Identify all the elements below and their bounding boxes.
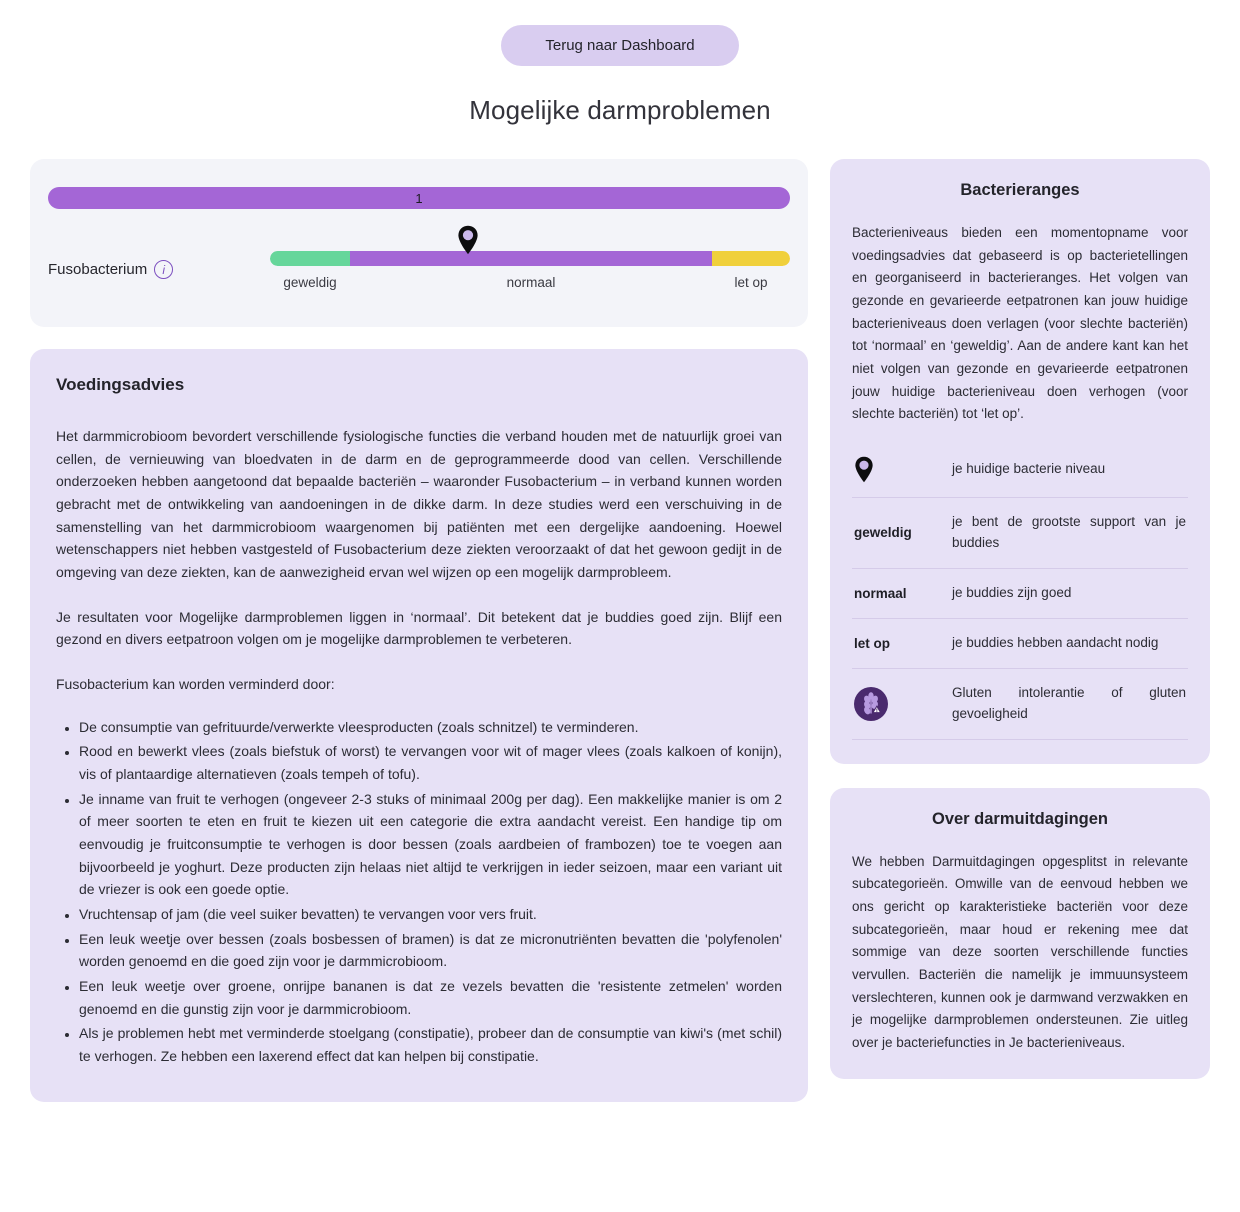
- gauge-tick-geweldig: geweldig: [283, 275, 337, 290]
- total-count-bar: [48, 187, 790, 209]
- legend-row: [852, 452, 1188, 498]
- advice-paragraph: Je resultaten voor Mogelijke darmproblemen liggen in ‘normaal’. Dit betekent dat je buddies goed zijn. Blijf een gezond en divers eetpatroon volgen om je mogelijke darmproblemen te verbeteren.: [56, 608, 782, 648]
- legend-description: Gluten intolerantie of gluten gevoeligheid: [952, 684, 1186, 721]
- gauge-segment-geweldig: [270, 251, 350, 266]
- about-challenges-title: Over darmuitdagingen: [931, 809, 1109, 828]
- total-count-value: 1: [415, 190, 423, 206]
- bacteria-ranges-body: Bacterieniveaus bieden een momentopname voor voedingsadvies dat gebaseerd is op bacterietellingen en georganiseerd in bacterieranges. Het volgen van gezonde en gevarieerde eetpatronen kan jouw huidige bacterieniveaus doen verlagen (voor slechte bacteriën) tot ‘normaal’ en ‘geweldig’. Aan de andere kant kan het niet volgen van gezonde en gevarieerde eetpatronen jouw huidige bacterieniveau doen verhogen (voor slechte bacteriën) tot ‘let op’.: [852, 225, 1188, 422]
- advice-list-item: • Een leuk weetje over bessen (zoals bosbessen of bramen) is dat ze micronutriënten bevatten die 'polyfenolen' worden genoemd en die goed zijn voor je darmmicrobioom.: [79, 928, 782, 973]
- gauge-segment-normaal: [350, 251, 712, 266]
- info-icon[interactable]: i: [154, 260, 173, 279]
- advice-list-item: • Rood en bewerkt vlees (zoals biefstuk of worst) te vervangen voor wit of mager vlees (zoals kalkoen of konijn), vis of plantaardige alternatieven (zoals tempeh of tofu).: [79, 740, 782, 785]
- map-pin-icon: [854, 456, 938, 483]
- right-column: [830, 159, 1210, 1079]
- bacteria-gauge-card: [30, 159, 808, 327]
- advice-list-item: • Vruchtensap of jam (die veel suiker bevatten) te vervangen voor vers fruit.: [79, 903, 782, 926]
- advice-list-item: • Je inname van fruit te verhogen (ongeveer 2-3 stuks of minimaal 200g per dag). Een makkelijke manier is om 2 of meer soorten te eten en fruit te kiezen uit een categorie die extra aandacht vereist. Een handige tip om eenvoudig je fruitconsumptie te verhogen is door bessen (zoals aardbeien of frambozen) toe te voegen aan bijvoorbeeld je yoghurt. Deze producten zijn helaas niet altijd te verkrijgen in ieder seizoen, maar een variant uit de vriezer is ook een goede optie.: [79, 788, 782, 901]
- legend-description: je bent de grootste support van je buddies: [952, 514, 1186, 550]
- legend-row: [852, 498, 1188, 569]
- about-challenges-body: We hebben Darmuitdagingen opgesplitst in relevante subcategorieën. Omwille van de eenvoud hebben we ons gericht op karakteristieke bacteriën voor deze subcategorieën, maar houd er rekening mee dat sommige van deze soorten verschillende functies vervullen. Bacteriën die namelijk je immuunsysteem verslechteren, kunnen ook je darmwand verzwakken en je mogelijke darmproblemen ondersteunen. Zie uitleg over je bacteriefuncties in Je bacterieniveaus.: [852, 853, 1188, 1050]
- main-content: [0, 126, 1240, 1102]
- advice-list-item: • Een leuk weetje over groene, onrijpe bananen is dat ze vezels bevatten die 'resistente zetmelen' worden genoemd en die gunstig zijn voor je darmmicrobioom.: [79, 975, 782, 1020]
- legend-key-normaal: normaal: [854, 585, 907, 601]
- page-title: Mogelijke darmproblemen: [469, 95, 771, 125]
- legend-key-let-op: let op: [854, 635, 890, 651]
- back-to-dashboard-button[interactable]: Terug naar Dashboard: [501, 25, 738, 66]
- gauge-track-wrap: [270, 251, 790, 297]
- legend-description: je buddies zijn goed: [952, 584, 1072, 600]
- gauge-segment-let-op: [712, 251, 790, 266]
- legend-row: [852, 569, 1188, 619]
- ranges-legend: [852, 452, 1188, 740]
- gauge-tick-labels: [270, 275, 790, 297]
- gauge-label-wrap: [48, 251, 270, 279]
- wheat-warning-icon: [854, 687, 938, 721]
- gauge-tick-let-op: let op: [734, 275, 768, 290]
- legend-description: je buddies hebben aandacht nodig: [952, 634, 1159, 650]
- gauge-track[interactable]: [270, 251, 790, 266]
- advice-list-item: • Als je problemen hebt met verminderde stoelgang (constipatie), probeer dan de consumptie van kiwi's (met schil) te verhogen. Ze hebben een laxerend effect dat kan helpen bij constipatie.: [79, 1022, 782, 1067]
- advice-paragraph: Het darmmicrobioom bevordert verschillende fysiologische functies die verband houden met de natuurlijk groei van cellen, de vernieuwing van bloedvaten in de darm en de geprogrammeerde dood van cellen. Verschillende onderzoeken hebben aangetoond dat bepaalde bacteriën – waaronder Fusobacterium – in verband kunnen worden gebracht met de ontwikkeling van aandoeningen in de dikke darm. In deze studies werd een verschuiving in de samenstelling van het darmmicrobioom waargenomen bij patiënten met een dergelijke aandoening. Hoewel wetenschappers niet hebben vastgesteld of Fusobacterium deze ziekten veroorzaakt of dat het gewoon gedijt in de omgeving van deze ziekten, kan de aanwezigheid ervan wel wijzen op een mogelijk darmprobleem.: [56, 428, 782, 581]
- advice-list: [56, 716, 782, 1068]
- advice-title: Voedingsadvies: [56, 375, 185, 394]
- bacteria-name-label: Fusobacterium: [48, 261, 148, 278]
- gauge-row: [48, 251, 790, 297]
- left-column: [30, 159, 808, 1102]
- advice-list-intro: Fusobacterium kan worden verminderd door:: [56, 676, 335, 693]
- advice-list-item: • De consumptie van gefrituurde/verwerkte vleesproducten (zoals schnitzel) te verminderen.: [79, 716, 782, 739]
- nutrition-advice-card: [30, 349, 808, 1102]
- gauge-tick-normaal: normaal: [506, 275, 556, 290]
- legend-row: [852, 619, 1188, 669]
- bacteria-ranges-card: [830, 159, 1210, 764]
- legend-key-geweldig: geweldig: [854, 525, 912, 541]
- about-challenges-card: [830, 788, 1210, 1079]
- legend-row: [852, 669, 1188, 740]
- header-bar: [0, 0, 1240, 66]
- bacteria-ranges-title: Bacterieranges: [960, 181, 1080, 199]
- legend-description: je huidige bacterie niveau: [952, 461, 1106, 477]
